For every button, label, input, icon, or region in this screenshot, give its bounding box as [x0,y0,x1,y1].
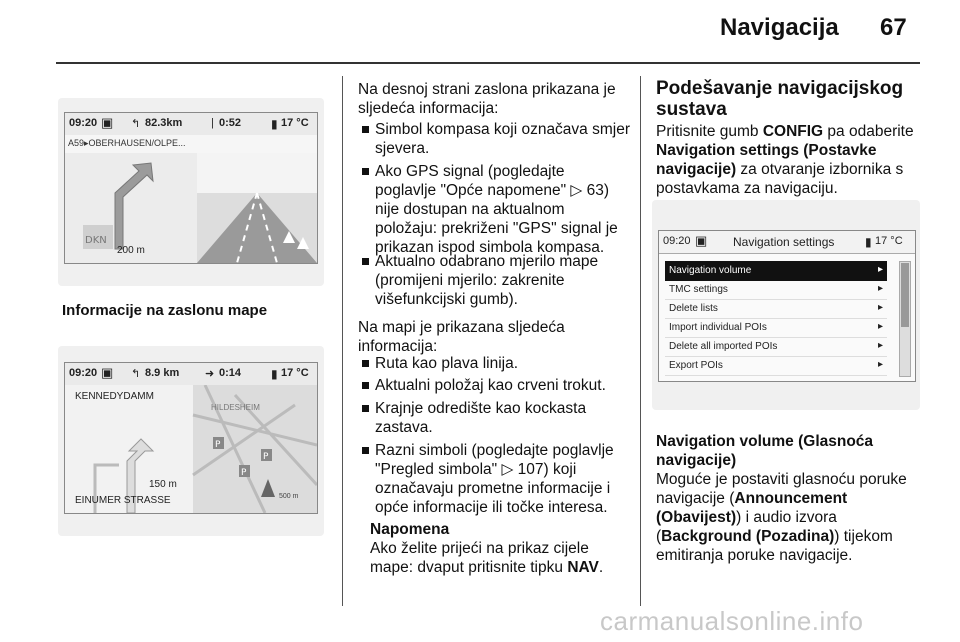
arrival-icon: ➜ [205,368,215,380]
route-icon: ↰ [131,118,141,130]
map-area [65,385,317,513]
temperature: 17 °C [875,235,903,247]
road-view [197,153,317,263]
distance-to-destination: 82.3km [145,117,183,129]
chevron-right-icon: ▸ [877,264,883,275]
column-divider [640,76,641,606]
note-title: Napomena [370,521,450,538]
watermark: carmanualsonline.info [600,606,864,636]
menu-item-import-individual-pois[interactable]: Import individual POIs ▸ [665,318,887,338]
header-rule [56,62,920,64]
section-heading: Podešavanje navigacijskog sustava [656,78,904,120]
list-item: Aktualni položaj kao crveni trokut. [375,377,606,394]
street-name-top: KENNEDYDAMM [75,391,154,402]
clock: 09:20 [69,117,98,129]
temperature: 17 °C [281,117,309,129]
list-item: Simbol kompasa koji označava smjer sjevera. [375,121,630,157]
menu-item-delete-lists[interactable]: Delete lists ▸ [665,299,887,319]
intro-paragraph: Na desnoj strani zaslona prikazana je sljedeća informacija: [358,81,616,117]
map-screen-1-panel [58,98,324,286]
temperature-icon: ▮ [271,117,278,131]
menu-item-delete-all-imported-pois[interactable]: Delete all imported POIs ▸ [665,337,887,357]
bullet-marker [362,382,369,389]
turn-distance: 200 m [117,245,145,256]
menu-item-navigation-volume[interactable]: Navigation volume ▸ [665,261,887,281]
city-label: HILDESHEIM [211,403,260,412]
chevron-right-icon: ▸ [877,359,883,370]
chevron-right-icon: ▸ [877,302,883,313]
map-screen-2-panel [58,346,324,536]
settings-screen [658,230,916,382]
svg-text:P: P [241,468,247,478]
svg-text:P: P [263,452,269,462]
map-screen-1 [64,112,318,264]
svg-text:DKN: DKN [85,235,107,246]
road-view-graphic [197,153,317,263]
menu-item-export-pois[interactable]: Export POIs ▸ [665,356,887,376]
list-item: Krajnje odredište kao kockasta zastava. [375,400,587,436]
compass-icon: ▣ [101,115,114,130]
bullet-marker [362,168,369,175]
bullet-marker [362,126,369,133]
settings-screen-panel [652,200,920,410]
divider-icon: | [211,117,214,129]
status-bar [65,363,317,386]
screen-title: Navigation settings [733,235,835,249]
map-screen-2 [64,362,318,514]
street-name-bottom: EINUMER STRASSE [75,495,171,506]
bullet-marker [362,360,369,367]
intro-paragraph-2: Na mapi je prikazana sljedeća informacija: [358,319,565,355]
column-divider [342,76,343,606]
route-icon: ↰ [131,368,141,380]
temperature-icon: ▮ [865,235,872,249]
distance-to-destination: 8.9 km [145,367,180,379]
turn-arrow-panel [65,153,197,263]
turn-distance: 150 m [149,479,177,490]
volume-paragraph: Moguće je postaviti glasnoću poruke navigacije (Announcement (Obavijest)) i audio izvora (Background (Pozadina)) tijekom emitiranja poruke navigacije. [656,471,907,564]
scrollbar[interactable] [899,261,911,377]
page-number: 67 [880,14,907,41]
bullet-marker [362,258,369,265]
list-item: Razni simboli (pogledajte poglavlje "Pregled simbola" ▷ 107) koji označavaju prometne informacije i opće informacije ili točke interesa. [375,442,614,516]
clock: 09:20 [663,235,691,247]
travel-time: 0:14 [219,367,242,379]
status-bar [65,113,317,136]
travel-time: 0:52 [219,117,242,129]
list-item: Ruta kao plava linija. [375,355,519,372]
clock: 09:20 [69,367,98,379]
list-item: Aktualno odabrano mjerilo mape (promijeni mjerilo: zakrenite višefunkcijski gumb). [375,253,599,308]
road-name: A59▸OBERHAUSEN/OLPE... [68,138,186,148]
note-text: Ako želite prijeći na prikaz cijele mape: dvaput pritisnite tipku NAV. [370,540,604,576]
road-sign-bar [65,135,317,154]
config-paragraph: Pritisnite gumb CONFIG pa odaberite Navigation settings (Postavke navigacije) za otvaranje izbornika s postavkama za navigaciju. [656,123,914,197]
compass-icon: ▣ [101,365,114,380]
svg-text:P: P [215,440,221,450]
bullet-marker [362,405,369,412]
chevron-right-icon: ▸ [877,340,883,351]
page-title: Navigacija [720,14,839,41]
map-scale: 500 m [279,493,299,500]
menu-item-tmc-settings[interactable]: TMC settings ▸ [665,280,887,300]
chevron-right-icon: ▸ [877,283,883,294]
map-caption: Informacije na zaslonu mape [62,302,268,319]
bullet-marker [362,447,369,454]
compass-icon: ▣ [695,233,708,248]
temperature-icon: ▮ [271,367,278,381]
sub-heading: Navigation volume (Glasnoća navigacije) [656,433,874,469]
scrollbar-thumb[interactable] [901,263,909,327]
list-item: Ako GPS signal (pogledajte poglavlje "Opće napomene" ▷ 63) nije dostupan na aktualnom položaju: prekriženi "GPS" signal je prikazan ispod simbola kompasa. [375,163,618,256]
temperature: 17 °C [281,367,309,379]
chevron-right-icon: ▸ [877,321,883,332]
status-bar [659,231,915,254]
